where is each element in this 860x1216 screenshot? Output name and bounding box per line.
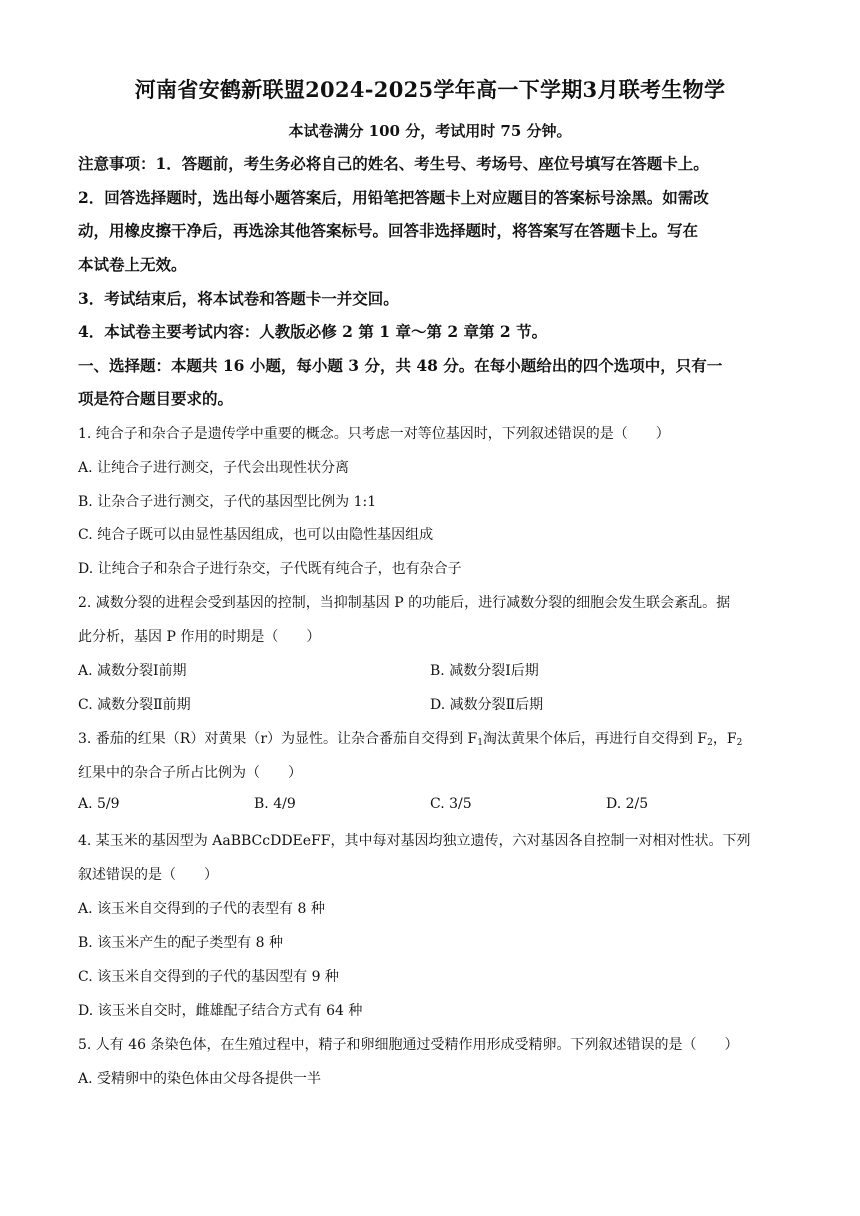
q2-stem-line-2: 此分析，基因 P 作用的时期是（ ）: [78, 629, 321, 645]
q2-option-a: A. 减数分裂Ⅰ前期: [78, 663, 187, 679]
notes-line-4: 本试卷上无效。: [78, 255, 187, 274]
q1-option-a: A. 让纯合子进行测交，子代会出现性状分离: [78, 460, 350, 476]
q3-subscript-3: 2: [736, 738, 743, 748]
q3-option-b: B. 4/9: [254, 796, 296, 812]
q2-option-d: D. 减数分裂Ⅱ后期: [430, 697, 544, 713]
q3-subscript-2: 2: [707, 738, 713, 748]
notes-line-3: 动，用橡皮擦干净后，再选涂其他答案标号。回答非选择题时，将答案写在答题卡上。写在: [78, 221, 699, 240]
exam-subtitle: 本试卷满分 100 分，考试用时 75 分钟。: [288, 122, 572, 140]
notes-line-5: 3．考试结束后，将本试卷和答题卡一并交回。: [78, 289, 399, 308]
notes-line-2: 2．回答选择题时，选出每小题答案后，用铅笔把答题卡上对应题目的答案标号涂黑。如需改: [78, 188, 709, 207]
q5-option-a: A. 受精卵中的染色体由父母各提供一半: [78, 1071, 322, 1087]
q4-option-c: C. 该玉米自交得到的子代的基因型有 9 种: [78, 969, 339, 985]
q3-stem-part-1: 3. 番茄的红果（R）对黄果（r）为显性。让杂合番茄自交得到 F: [78, 731, 478, 747]
q2-option-b: B. 减数分裂Ⅰ后期: [430, 663, 539, 679]
q3-stem-part-3: ，F: [712, 731, 737, 747]
q4-option-a: A. 该玉米自交得到的子代的表型有 8 种: [78, 901, 325, 917]
notes-line-1: 注意事项：1．答题前，考生务必将自己的姓名、考生号、考场号、座位号填写在答题卡上。: [78, 154, 709, 173]
q2-option-c: C. 减数分裂Ⅱ前期: [78, 697, 191, 713]
q4-stem-line-1: 4. 某玉米的基因型为 AaBBCcDDEeFF，其中每对基因均独立遗传，六对基因各自控制一对相对性状。下列: [78, 833, 751, 849]
q4-option-d: D. 该玉米自交时，雌雄配子结合方式有 64 种: [78, 1003, 363, 1019]
q3-option-d: D. 2/5: [606, 796, 649, 812]
q3-option-a: A. 5/9: [78, 796, 120, 812]
notes-line-6: 4．本试卷主要考试内容：人教版必修 2 第 1 章～第 2 章第 2 节。: [78, 322, 548, 341]
section-heading-line-1: 一、选择题：本题共 16 小题，每小题 3 分，共 48 分。在每小题给出的四个选项中，只有一: [78, 356, 723, 375]
q3-stem-line-2: 红果中的杂合子所占比例为（ ）: [78, 765, 302, 781]
q3-stem-line-1: [78, 728, 742, 748]
q3-stem-part-2: 淘汰黄果个体后，再进行自交得到 F: [482, 731, 708, 747]
q1-stem: 1. 纯合子和杂合子是遗传学中重要的概念。只考虑一对等位基因时，下列叙述错误的是（ ）: [78, 426, 670, 442]
q5-stem: 5. 人有 46 条染色体，在生殖过程中，精子和卵细胞通过受精作用形成受精卵。下列叙述错误的是（ ）: [78, 1037, 739, 1053]
q1-option-b: B. 让杂合子进行测交，子代的基因型比例为 1:1: [78, 494, 377, 510]
exam-title: 河南省安鹤新联盟2024-2025学年高一下学期3月联考生物学: [134, 77, 726, 102]
q4-stem-line-2: 叙述错误的是（ ）: [78, 867, 218, 883]
q1-option-c: C. 纯合子既可以由显性基因组成，也可以由隐性基因组成: [78, 527, 434, 543]
q4-option-b: B. 该玉米产生的配子类型有 8 种: [78, 935, 283, 951]
q1-option-d: D. 让纯合子和杂合子进行杂交，子代既有纯合子，也有杂合子: [78, 561, 462, 577]
section-heading-line-2: 项是符合题目要求的。: [78, 389, 234, 408]
q3-subscript-1: 1: [477, 738, 483, 748]
q2-stem-line-1: 2. 减数分裂的进程会受到基因的控制，当抑制基因 P 的功能后，进行减数分裂的细胞会发生联会紊乱。据: [78, 595, 731, 611]
q3-option-c: C. 3/5: [430, 796, 472, 812]
